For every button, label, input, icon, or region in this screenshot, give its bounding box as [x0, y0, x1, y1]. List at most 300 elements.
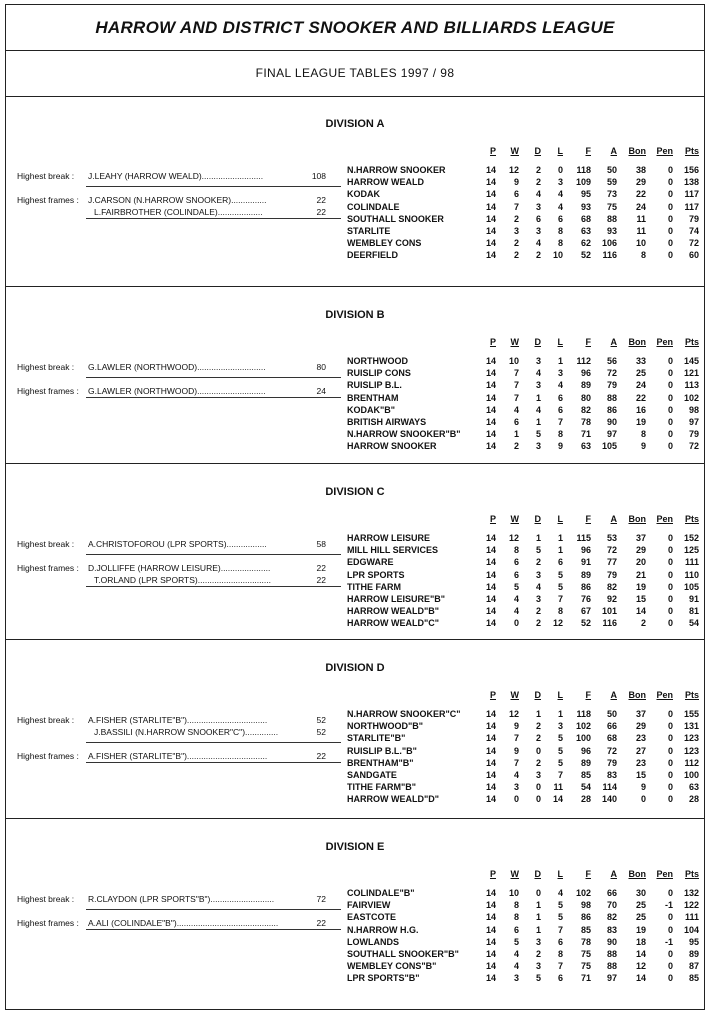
column-header: Pts — [684, 869, 699, 879]
stat-cell: 14 — [485, 380, 496, 391]
stat-cell: 8 — [557, 226, 563, 236]
stat-cell: 87 — [688, 961, 699, 972]
stat-cell: 9 — [513, 745, 519, 756]
stat-cell: 54 — [580, 782, 591, 793]
stat-cell: 75 — [580, 949, 591, 959]
stat-cell: 102 — [575, 888, 591, 898]
stat-cell: 0 — [667, 782, 673, 793]
stat-cell: 116 — [602, 250, 617, 261]
stat-cell: 14 — [485, 594, 496, 604]
stat-cell: 3 — [535, 441, 541, 452]
stat-cell: 3 — [535, 770, 541, 780]
stat-cell: 0 — [667, 721, 673, 732]
division-title: DIVISION B — [325, 309, 385, 321]
stat-cell: 14 — [485, 557, 496, 568]
column-header: Pts — [684, 146, 699, 156]
stat-cell: 18 — [635, 936, 646, 947]
column-header: D — [534, 514, 541, 524]
highlight-value: 22 — [316, 918, 326, 928]
stat-cell: 72 — [606, 545, 617, 556]
stat-cell: 88 — [606, 392, 617, 403]
stat-cell: 1 — [535, 924, 541, 935]
stat-cell: 79 — [606, 380, 617, 391]
highlight-player: J.CARSON (N.HARROW SNOOKER)............... — [88, 195, 267, 205]
column-header: P — [489, 690, 496, 700]
stat-cell: 79 — [606, 569, 617, 580]
stat-cell: 95 — [688, 936, 699, 947]
column-header: Pts — [684, 337, 699, 347]
stat-cell: 77 — [606, 557, 617, 568]
stat-cell: 2 — [513, 213, 519, 224]
highlight-value: 22 — [316, 751, 326, 761]
team-name: SANDGATE — [347, 770, 397, 780]
column-header: Pen — [656, 690, 673, 700]
table-row — [6, 440, 704, 452]
team-name: KODAK — [347, 189, 380, 200]
column-header: L — [557, 146, 563, 156]
team-name: HARROW WEALD"C" — [347, 618, 440, 629]
stat-cell: 1 — [557, 709, 563, 719]
team-name: MILL HILL SERVICES — [347, 545, 439, 556]
team-name: STARLITE — [347, 226, 391, 236]
highlight-label: Highest break : — [17, 894, 75, 904]
stat-cell: 6 — [557, 973, 563, 984]
stat-cell: 8 — [640, 429, 646, 440]
divider-line — [86, 218, 341, 219]
stat-cell: 0 — [667, 356, 673, 366]
stat-cell: 14 — [485, 721, 496, 732]
stat-cell: 102 — [683, 392, 699, 403]
stat-cell: 14 — [485, 733, 496, 744]
stat-cell: 14 — [485, 533, 496, 543]
stat-cell: 14 — [485, 441, 496, 452]
column-header: Pen — [656, 869, 673, 879]
subtitle-box — [6, 50, 704, 97]
column-header: Bon — [628, 146, 646, 156]
stat-cell: 4 — [535, 189, 541, 200]
team-name: SOUTHALL SNOOKER"B" — [347, 949, 459, 959]
division-section — [6, 639, 704, 818]
stat-cell: 6 — [557, 392, 563, 403]
stat-cell: 15 — [635, 594, 646, 604]
stat-cell: 85 — [688, 973, 699, 984]
stat-cell: 96 — [580, 368, 591, 379]
table-row — [6, 972, 704, 984]
table-row — [6, 237, 704, 249]
stat-cell: 30 — [635, 888, 646, 898]
stat-cell: 2 — [535, 757, 541, 768]
stat-cell: 7 — [557, 594, 563, 604]
stat-cell: 0 — [667, 250, 673, 261]
stat-cell: 6 — [535, 213, 541, 224]
team-name: DEERFIELD — [347, 250, 399, 261]
stat-cell: 74 — [688, 226, 699, 236]
stat-cell: 4 — [535, 238, 541, 249]
stat-cell: 72 — [606, 368, 617, 379]
stat-cell: 68 — [606, 733, 617, 744]
stat-cell: 14 — [485, 429, 496, 440]
stat-cell: 4 — [557, 888, 563, 898]
stat-cell: 93 — [606, 226, 617, 236]
stat-cell: 75 — [606, 201, 617, 212]
stat-cell: 14 — [485, 912, 496, 923]
stat-cell: 8 — [557, 429, 563, 440]
stat-cell: 6 — [557, 213, 563, 224]
highlight-player: T.ORLAND (LPR SPORTS)............................... — [94, 575, 271, 585]
stat-cell: 5 — [557, 757, 563, 768]
stat-cell: 25 — [635, 368, 646, 379]
team-name: WEMBLEY CONS — [347, 238, 422, 249]
stat-cell: 106 — [601, 238, 617, 249]
highlight-player: G.LAWLER (NORTHWOOD)............................. — [88, 362, 266, 372]
stat-cell: 8 — [513, 900, 519, 911]
highlight-value: 108 — [311, 171, 326, 181]
stat-cell: 14 — [485, 973, 496, 984]
column-header: W — [510, 690, 519, 700]
stat-cell: 95 — [580, 189, 591, 200]
table-row — [6, 605, 704, 617]
stat-cell: 0 — [535, 782, 541, 793]
stat-cell: 97 — [688, 417, 699, 427]
stat-cell: 0 — [667, 924, 673, 935]
stat-cell: 29 — [635, 545, 646, 556]
highlight-player: R.CLAYDON (LPR SPORTS"B")........................... — [88, 894, 275, 904]
stat-cell: 7 — [557, 417, 563, 427]
divider-line — [86, 586, 341, 587]
team-name: HARROW WEALD — [347, 177, 424, 188]
table-row — [6, 936, 704, 948]
stat-cell: 10 — [635, 238, 646, 249]
stat-cell: 131 — [683, 721, 699, 732]
team-name: STARLITE"B" — [347, 733, 406, 744]
stat-cell: 4 — [513, 949, 519, 959]
stat-cell: 3 — [535, 961, 541, 972]
stat-cell: 10 — [508, 888, 519, 898]
stat-cell: 14 — [485, 794, 496, 805]
stat-cell: 3 — [535, 380, 541, 391]
stat-cell: 4 — [535, 581, 541, 592]
stat-cell: 0 — [535, 888, 541, 898]
stat-cell: 5 — [557, 745, 563, 756]
team-name: BRENTHAM"B" — [347, 757, 414, 768]
stat-cell: 89 — [580, 569, 591, 580]
team-name: HARROW LEISURE"B" — [347, 594, 446, 604]
stat-cell: 37 — [635, 709, 646, 719]
stat-cell: 8 — [557, 606, 563, 617]
stat-cell: 11 — [636, 213, 646, 224]
division-section — [6, 96, 704, 286]
stat-cell: 72 — [688, 238, 699, 249]
column-header: F — [585, 337, 591, 347]
stat-cell: 4 — [513, 770, 519, 780]
stat-cell: 0 — [513, 794, 519, 805]
stat-cell: 155 — [683, 709, 699, 719]
stat-cell: 1 — [557, 545, 563, 556]
stat-cell: 1 — [513, 429, 519, 440]
column-header: A — [610, 690, 617, 700]
stat-cell: 6 — [557, 404, 563, 415]
stat-cell: 0 — [640, 794, 646, 805]
stat-cell: 111 — [684, 912, 699, 923]
highlight-label: Highest frames : — [17, 918, 79, 928]
column-header: W — [510, 146, 519, 156]
stat-cell: 3 — [557, 177, 563, 188]
stat-cell: 7 — [557, 961, 563, 972]
stat-cell: 5 — [513, 936, 519, 947]
stat-cell: -1 — [664, 900, 673, 911]
stat-cell: 71 — [580, 973, 591, 984]
stat-cell: 14 — [485, 392, 496, 403]
stat-cell: 4 — [513, 606, 519, 617]
stat-cell: 6 — [513, 569, 519, 580]
column-header: A — [610, 869, 617, 879]
stat-cell: 4 — [535, 404, 541, 415]
stat-cell: 14 — [485, 900, 496, 911]
stat-cell: 138 — [683, 177, 699, 188]
stat-cell: 79 — [688, 213, 699, 224]
stat-cell: 14 — [485, 949, 496, 959]
stat-cell: 9 — [557, 441, 563, 452]
stat-cell: 19 — [635, 924, 646, 935]
stat-cell: 0 — [667, 961, 673, 972]
division-section — [6, 463, 704, 639]
stat-cell: 82 — [606, 912, 617, 923]
highlight-label: Highest break : — [17, 715, 75, 725]
column-header: A — [610, 514, 617, 524]
team-name: SOUTHALL SNOOKER — [347, 213, 444, 224]
stat-cell: 0 — [667, 949, 673, 959]
stat-cell: 7 — [513, 368, 519, 379]
stat-cell: 89 — [580, 757, 591, 768]
stat-cell: 0 — [667, 429, 673, 440]
stat-cell: 14 — [485, 782, 496, 793]
stat-cell: 3 — [535, 356, 541, 366]
stat-cell: 60 — [688, 250, 699, 261]
stat-cell: 78 — [580, 417, 591, 427]
stat-cell: 79 — [688, 429, 699, 440]
column-header: W — [510, 514, 519, 524]
highlight-value: 72 — [316, 894, 326, 904]
team-name: EASTCOTE — [347, 912, 397, 923]
page-subtitle: FINAL LEAGUE TABLES 1997 / 98 — [255, 66, 455, 80]
highlight-player: G.LAWLER (NORTHWOOD)............................. — [88, 386, 266, 396]
stat-cell: 6 — [513, 189, 519, 200]
stat-cell: 0 — [667, 404, 673, 415]
stat-cell: 37 — [635, 533, 646, 543]
stat-cell: 4 — [513, 961, 519, 972]
divider-line — [86, 929, 341, 930]
stat-cell: 132 — [683, 888, 699, 898]
highlight-label: Highest frames : — [17, 195, 79, 205]
stat-cell: 68 — [580, 213, 591, 224]
table-row — [6, 249, 704, 261]
team-name: COLINDALE"B" — [347, 888, 415, 898]
division-title: DIVISION E — [325, 841, 385, 853]
stat-cell: 14 — [485, 250, 496, 261]
stat-cell: 3 — [557, 368, 563, 379]
stat-cell: 6 — [557, 936, 563, 947]
stat-cell: 79 — [606, 757, 617, 768]
highlight-player: J.BASSILI (N.HARROW SNOOKER"C").............. — [94, 727, 279, 737]
stat-cell: 22 — [635, 189, 646, 200]
table-row — [6, 593, 704, 605]
stat-cell: 156 — [683, 165, 699, 175]
stat-cell: 90 — [606, 417, 617, 427]
stat-cell: 14 — [485, 545, 496, 556]
stat-cell: 110 — [684, 569, 699, 580]
stat-cell: 9 — [640, 782, 646, 793]
stat-cell: 3 — [535, 226, 541, 236]
stat-cell: 0 — [667, 392, 673, 403]
stat-cell: 105 — [601, 441, 617, 452]
team-name: LPR SPORTS — [347, 569, 405, 580]
stat-cell: 7 — [513, 201, 519, 212]
stat-cell: 9 — [513, 177, 519, 188]
team-name: HARROW SNOOKER — [347, 441, 437, 452]
column-header: A — [610, 146, 617, 156]
stat-cell: 85 — [580, 924, 591, 935]
stat-cell: 2 — [535, 557, 541, 568]
highlight-value: 22 — [316, 575, 326, 585]
stat-cell: 112 — [684, 757, 699, 768]
stat-cell: 25 — [635, 900, 646, 911]
stat-cell: 14 — [485, 606, 496, 617]
stat-cell: 98 — [688, 404, 699, 415]
highlight-label: Highest break : — [17, 539, 75, 549]
stat-cell: 1 — [557, 533, 563, 543]
stat-cell: 14 — [485, 356, 496, 366]
column-header: Pen — [656, 337, 673, 347]
stat-cell: 96 — [580, 745, 591, 756]
stat-cell: 112 — [576, 356, 591, 366]
division-section — [6, 286, 704, 463]
stat-cell: 121 — [683, 368, 699, 379]
stat-cell: 11 — [636, 226, 646, 236]
stat-cell: 0 — [667, 709, 673, 719]
stat-cell: 114 — [602, 782, 617, 793]
stat-cell: 7 — [557, 770, 563, 780]
column-header: F — [585, 869, 591, 879]
stat-cell: 5 — [557, 569, 563, 580]
stat-cell: 14 — [485, 757, 496, 768]
stat-cell: 0 — [667, 912, 673, 923]
stat-cell: 14 — [485, 201, 496, 212]
highlight-label: Highest frames : — [17, 386, 79, 396]
stat-cell: 117 — [684, 189, 699, 200]
stat-cell: 113 — [684, 380, 699, 391]
divider-line — [86, 742, 341, 743]
stat-cell: 0 — [667, 770, 673, 780]
stat-cell: 88 — [606, 213, 617, 224]
stat-cell: 63 — [580, 441, 591, 452]
stat-cell: 122 — [683, 900, 699, 911]
stat-cell: 70 — [606, 900, 617, 911]
stat-cell: 9 — [513, 721, 519, 732]
stat-cell: 89 — [580, 380, 591, 391]
stat-cell: 5 — [535, 973, 541, 984]
stat-cell: 2 — [640, 618, 646, 629]
team-name: LOWLANDS — [347, 936, 399, 947]
stat-cell: 0 — [667, 165, 673, 175]
stat-cell: 29 — [635, 177, 646, 188]
stat-cell: 28 — [580, 794, 591, 805]
highlight-value: 80 — [316, 362, 326, 372]
highlight-player: J.LEAHY (HARROW WEALD).......................... — [88, 171, 264, 181]
stat-cell: 102 — [575, 721, 591, 732]
stat-cell: 53 — [606, 533, 617, 543]
stat-cell: 2 — [535, 721, 541, 732]
team-name: TITHE FARM — [347, 581, 401, 592]
stat-cell: 0 — [667, 177, 673, 188]
stat-cell: 0 — [667, 213, 673, 224]
stat-cell: 19 — [635, 417, 646, 427]
column-header: L — [557, 337, 563, 347]
division-title: DIVISION C — [325, 486, 385, 498]
league-document — [5, 4, 705, 1010]
team-name: KODAK"B" — [347, 404, 396, 415]
stat-cell: 14 — [485, 770, 496, 780]
stat-cell: 2 — [535, 165, 541, 175]
stat-cell: 14 — [485, 888, 496, 898]
table-row — [6, 769, 704, 781]
stat-cell: 2 — [513, 250, 519, 261]
stat-cell: 0 — [667, 368, 673, 379]
stat-cell: 14 — [485, 238, 496, 249]
team-name: EDGWARE — [347, 557, 394, 568]
stat-cell: 0 — [667, 581, 673, 592]
highlight-value: 52 — [316, 727, 326, 737]
team-name: WEMBLEY CONS"B" — [347, 961, 437, 972]
stat-cell: 9 — [640, 441, 646, 452]
team-name: RUISLIP B.L. — [347, 380, 402, 391]
stat-cell: 76 — [580, 594, 591, 604]
highlight-value: 52 — [316, 715, 326, 725]
stat-cell: 14 — [485, 745, 496, 756]
stat-cell: 81 — [688, 606, 699, 617]
stat-cell: 4 — [535, 368, 541, 379]
stat-cell: 83 — [606, 770, 617, 780]
stat-cell: 4 — [557, 201, 563, 212]
column-header: W — [510, 869, 519, 879]
stat-cell: 54 — [688, 618, 699, 629]
stat-cell: 0 — [667, 594, 673, 604]
stat-cell: 91 — [688, 594, 699, 604]
stat-cell: 24 — [635, 201, 646, 212]
divider-line — [86, 397, 341, 398]
stat-cell: 22 — [635, 392, 646, 403]
stat-cell: 50 — [606, 709, 617, 719]
highlight-label: Highest break : — [17, 362, 75, 372]
highlight-player: A.FISHER (STARLITE"B").................................. — [88, 751, 268, 761]
stat-cell: 66 — [606, 721, 617, 732]
stat-cell: 7 — [513, 733, 519, 744]
stat-cell: 2 — [513, 238, 519, 249]
stat-cell: 0 — [667, 557, 673, 568]
stat-cell: 0 — [667, 238, 673, 249]
stat-cell: 15 — [635, 770, 646, 780]
stat-cell: 104 — [683, 924, 699, 935]
stat-cell: 91 — [580, 557, 591, 568]
stat-cell: 88 — [606, 961, 617, 972]
stat-cell: 3 — [535, 594, 541, 604]
stat-cell: 3 — [513, 973, 519, 984]
division-title: DIVISION D — [325, 662, 385, 674]
stat-cell: 101 — [601, 606, 617, 617]
stat-cell: 14 — [635, 949, 646, 959]
stat-cell: 12 — [508, 165, 519, 175]
stat-cell: 0 — [667, 973, 673, 984]
column-header: F — [585, 690, 591, 700]
